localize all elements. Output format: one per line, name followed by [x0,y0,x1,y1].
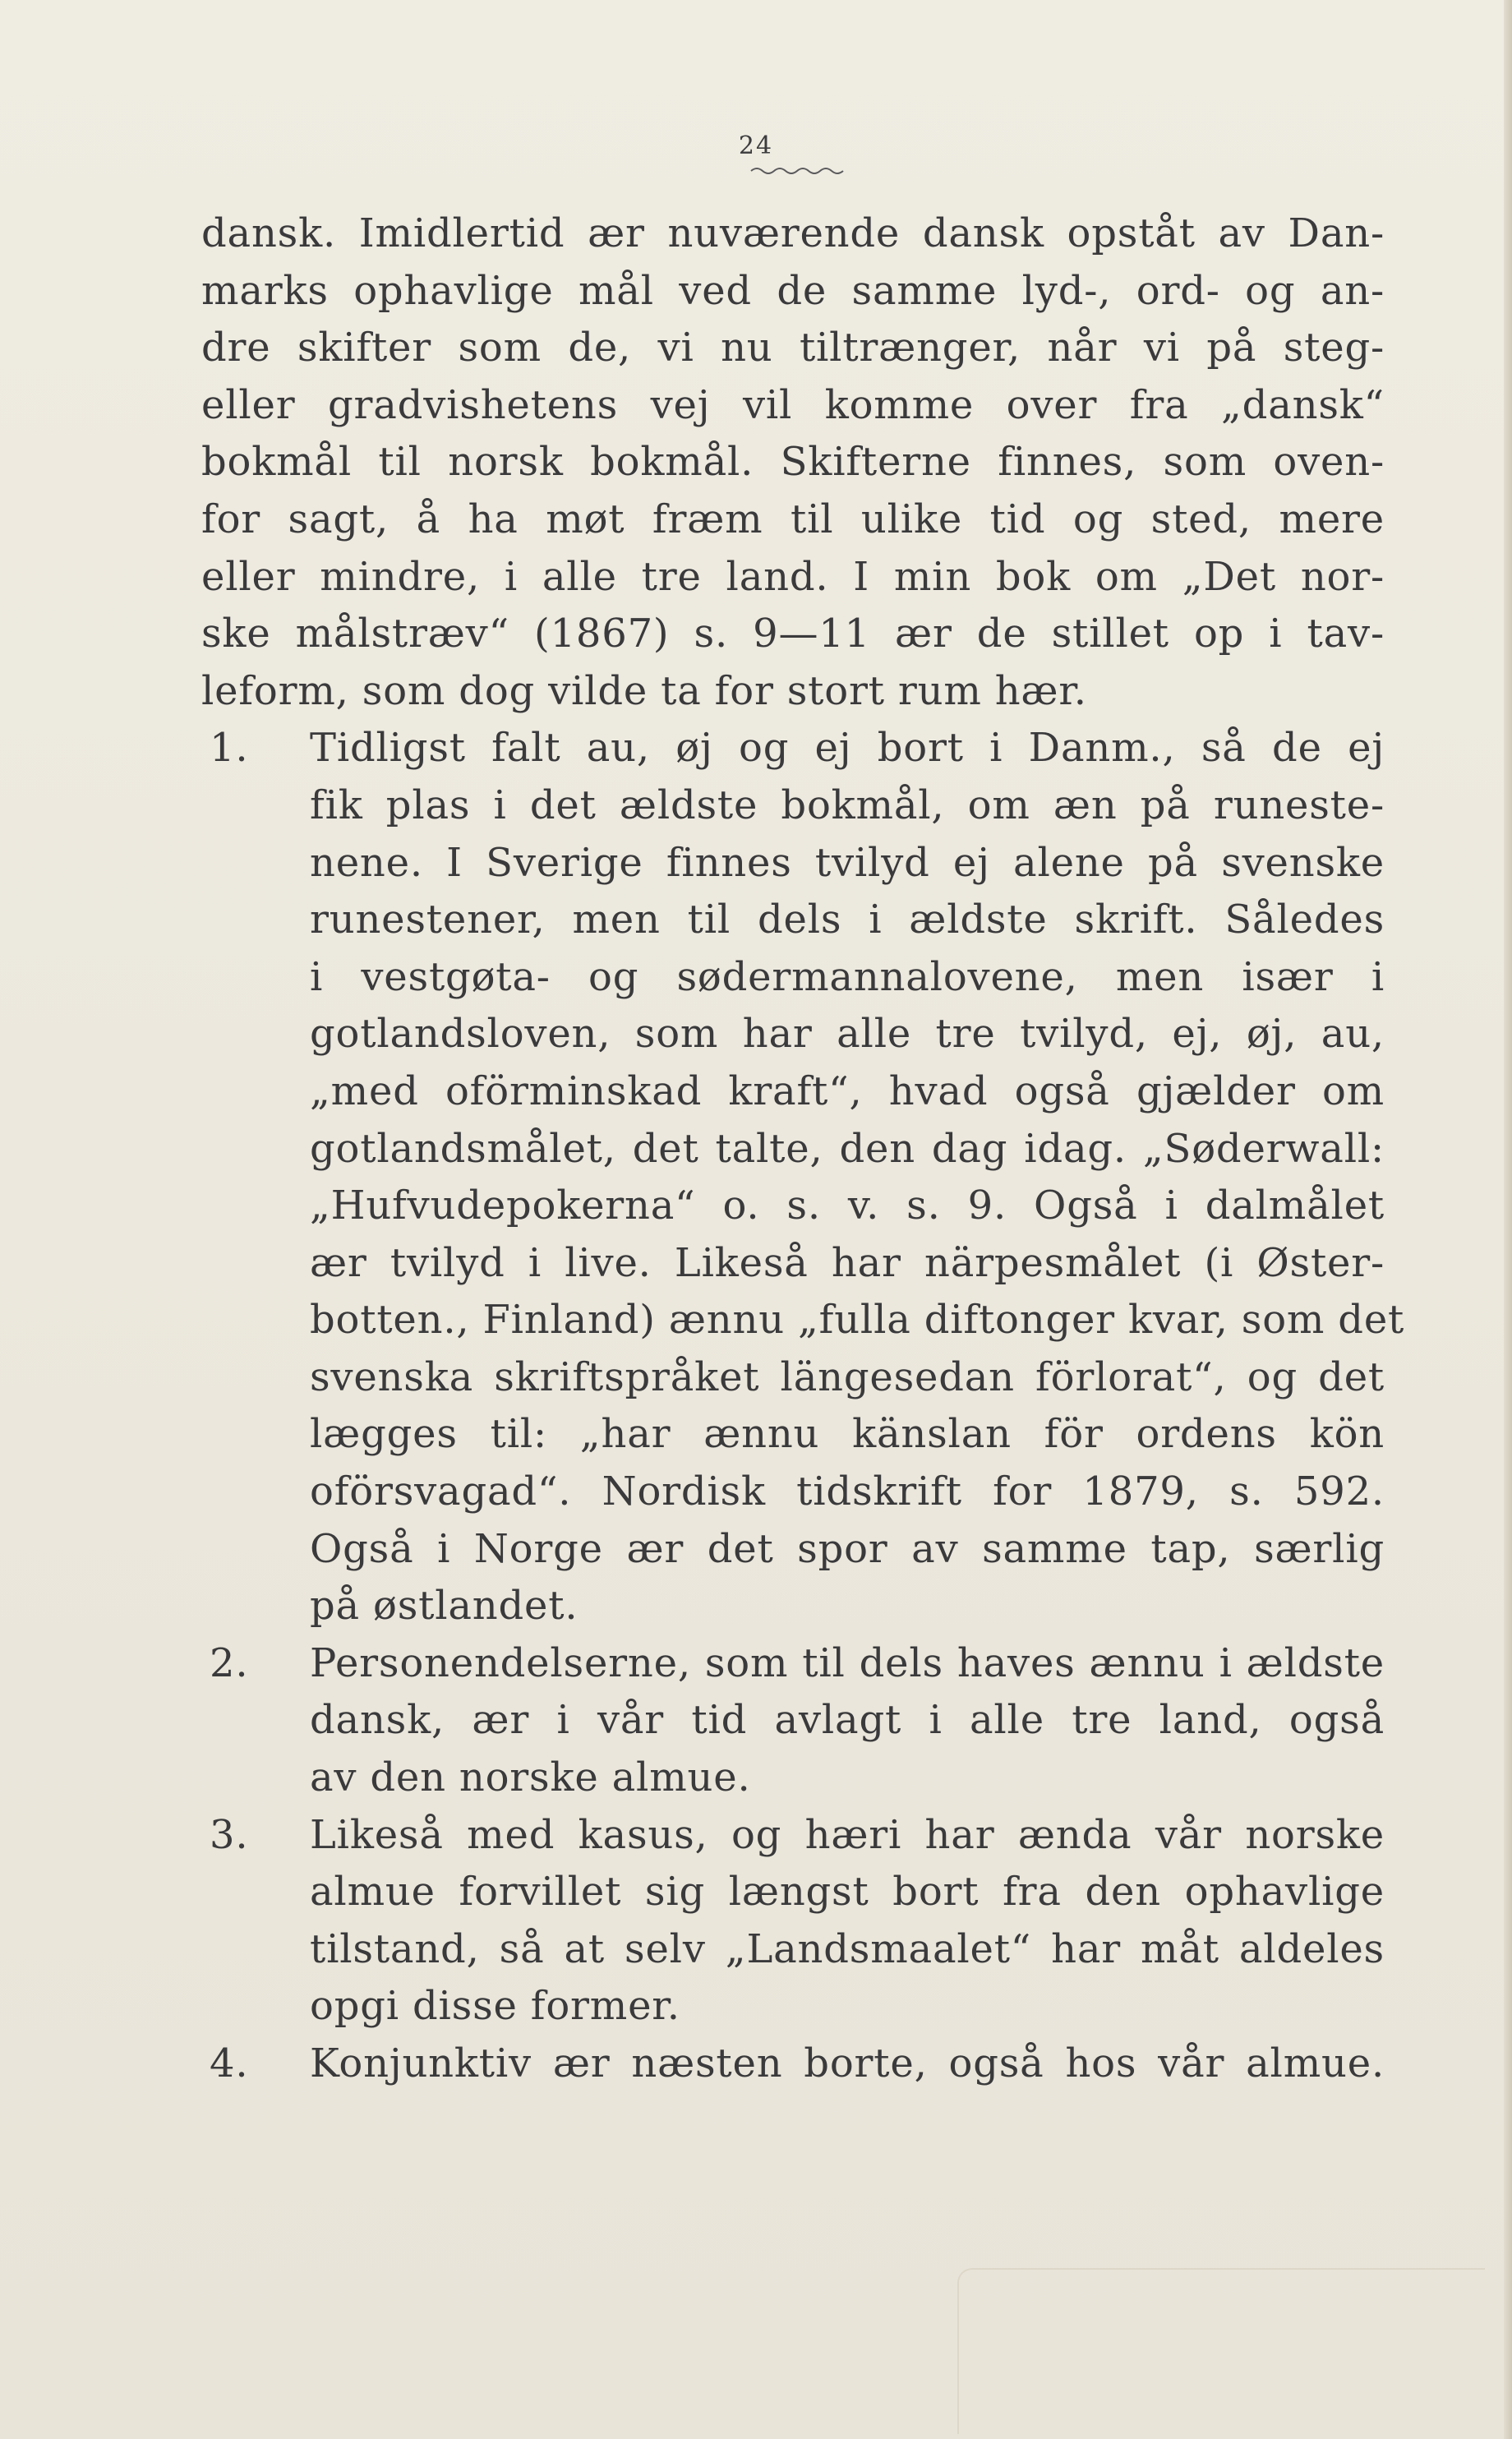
text-line: Også i Norge ær det spor av samme tap, særlig [310,1525,1385,1572]
text-line: tilstand, så at selv „Landsmaalet“ har måt aldeles [310,1925,1385,1972]
text-line: opgi disse former. [310,1983,680,2030]
text-line: Konjunktiv ær næsten borte, også hos vår almue. [310,2040,1385,2086]
text-line: gotlandsloven, som har alle tre tvilyd, ej, øj, au, [310,1011,1385,1058]
text-line: Tidligst falt au, øj og ej bort i Danm., så de ej [310,725,1385,772]
list-item-number: 1. [210,725,249,772]
list-item-1 [201,720,1405,1635]
text-line: „Hufvudepokerna“ o. s. v. s. 9. Også i dalmålet [310,1183,1385,1229]
text-line: botten., Finland) ænnu „fulla diftonger kvar, som det [310,1297,1405,1344]
text-line: „med oförminskad kraft“, hvad også gjælder om [310,1067,1385,1114]
text-line: i vestgøta- og sødermannalovene, men især i [310,953,1385,1000]
list-item-number: 3. [210,1811,249,1858]
text-line: almue forvillet sig længst bort fra den ophavlige [310,1869,1385,1916]
text-line: leform, som dog vilde ta for stort rum hær. [201,667,1087,714]
list-item-3 [201,1807,1385,2036]
text-line: runestener, men til dels i ældste skrift. Således [310,897,1385,943]
text-line: svenska skriftspråket längesedan förlorat“, og det [310,1353,1385,1400]
text-line: gotlandsmålet, det talte, den dag idag. „Søderwall: [310,1125,1385,1172]
text-line: marks ophavlige mål ved de samme lyd-, ord- og an- [201,267,1385,314]
text-line: bokmål til norsk bokmål. Skifterne finnes, som oven- [201,439,1385,486]
intro-paragraph [201,205,1385,720]
text-line: dansk. Imidlertid ær nuværende dansk opståt av Dan- [201,210,1385,256]
text-line: for sagt, å ha møt fræm til ulike tid og sted, mere [201,496,1385,542]
text-line: ær tvilyd i live. Likeså har närpesmålet (i Øster- [310,1239,1385,1286]
text-line: eller gradvishetens vej vil komme over fra „dansk“ [201,381,1385,428]
paper-stain [957,2268,1485,2434]
text-line: på østlandet. [310,1583,579,1630]
page-number: 24 [738,131,774,160]
text-line: dansk, ær i vår tid avlagt i alle tre land, også [310,1697,1385,1744]
text-line: Likeså med kasus, og hæri har ænda vår norske [310,1811,1385,1858]
text-line: lægges til: „har ænnu känslan för ordens kön [310,1411,1385,1458]
text-line: eller mindre, i alle tre land. I min bok om „Det nor- [201,553,1385,600]
page-number-ornament [749,164,846,178]
page-edge [1504,0,1512,2439]
text-line: ske målstræv“ (1867) s. 9—11 ær de stillet op i tav- [201,611,1385,657]
body-text [201,205,1405,2093]
list-item-number: 4. [210,2040,249,2086]
text-line: oförsvagad“. Nordisk tidskrift for 1879, s. 592. [310,1468,1385,1515]
text-line: nene. I Sverige finnes tvilyd ej alene på svenske [310,839,1385,886]
list-item-2 [201,1635,1385,1807]
text-line: dre skifter som de, vi nu tiltrænger, når vi på steg- [201,325,1385,371]
text-line: Personendelserne, som til dels haves ænnu i ældste [310,1639,1385,1686]
text-line: fik plas i det ældste bokmål, om æn på runeste- [310,781,1385,828]
list-item-number: 2. [210,1639,249,1686]
text-line: av den norske almue. [310,1754,751,1801]
list-item-4 [201,2036,1385,2093]
